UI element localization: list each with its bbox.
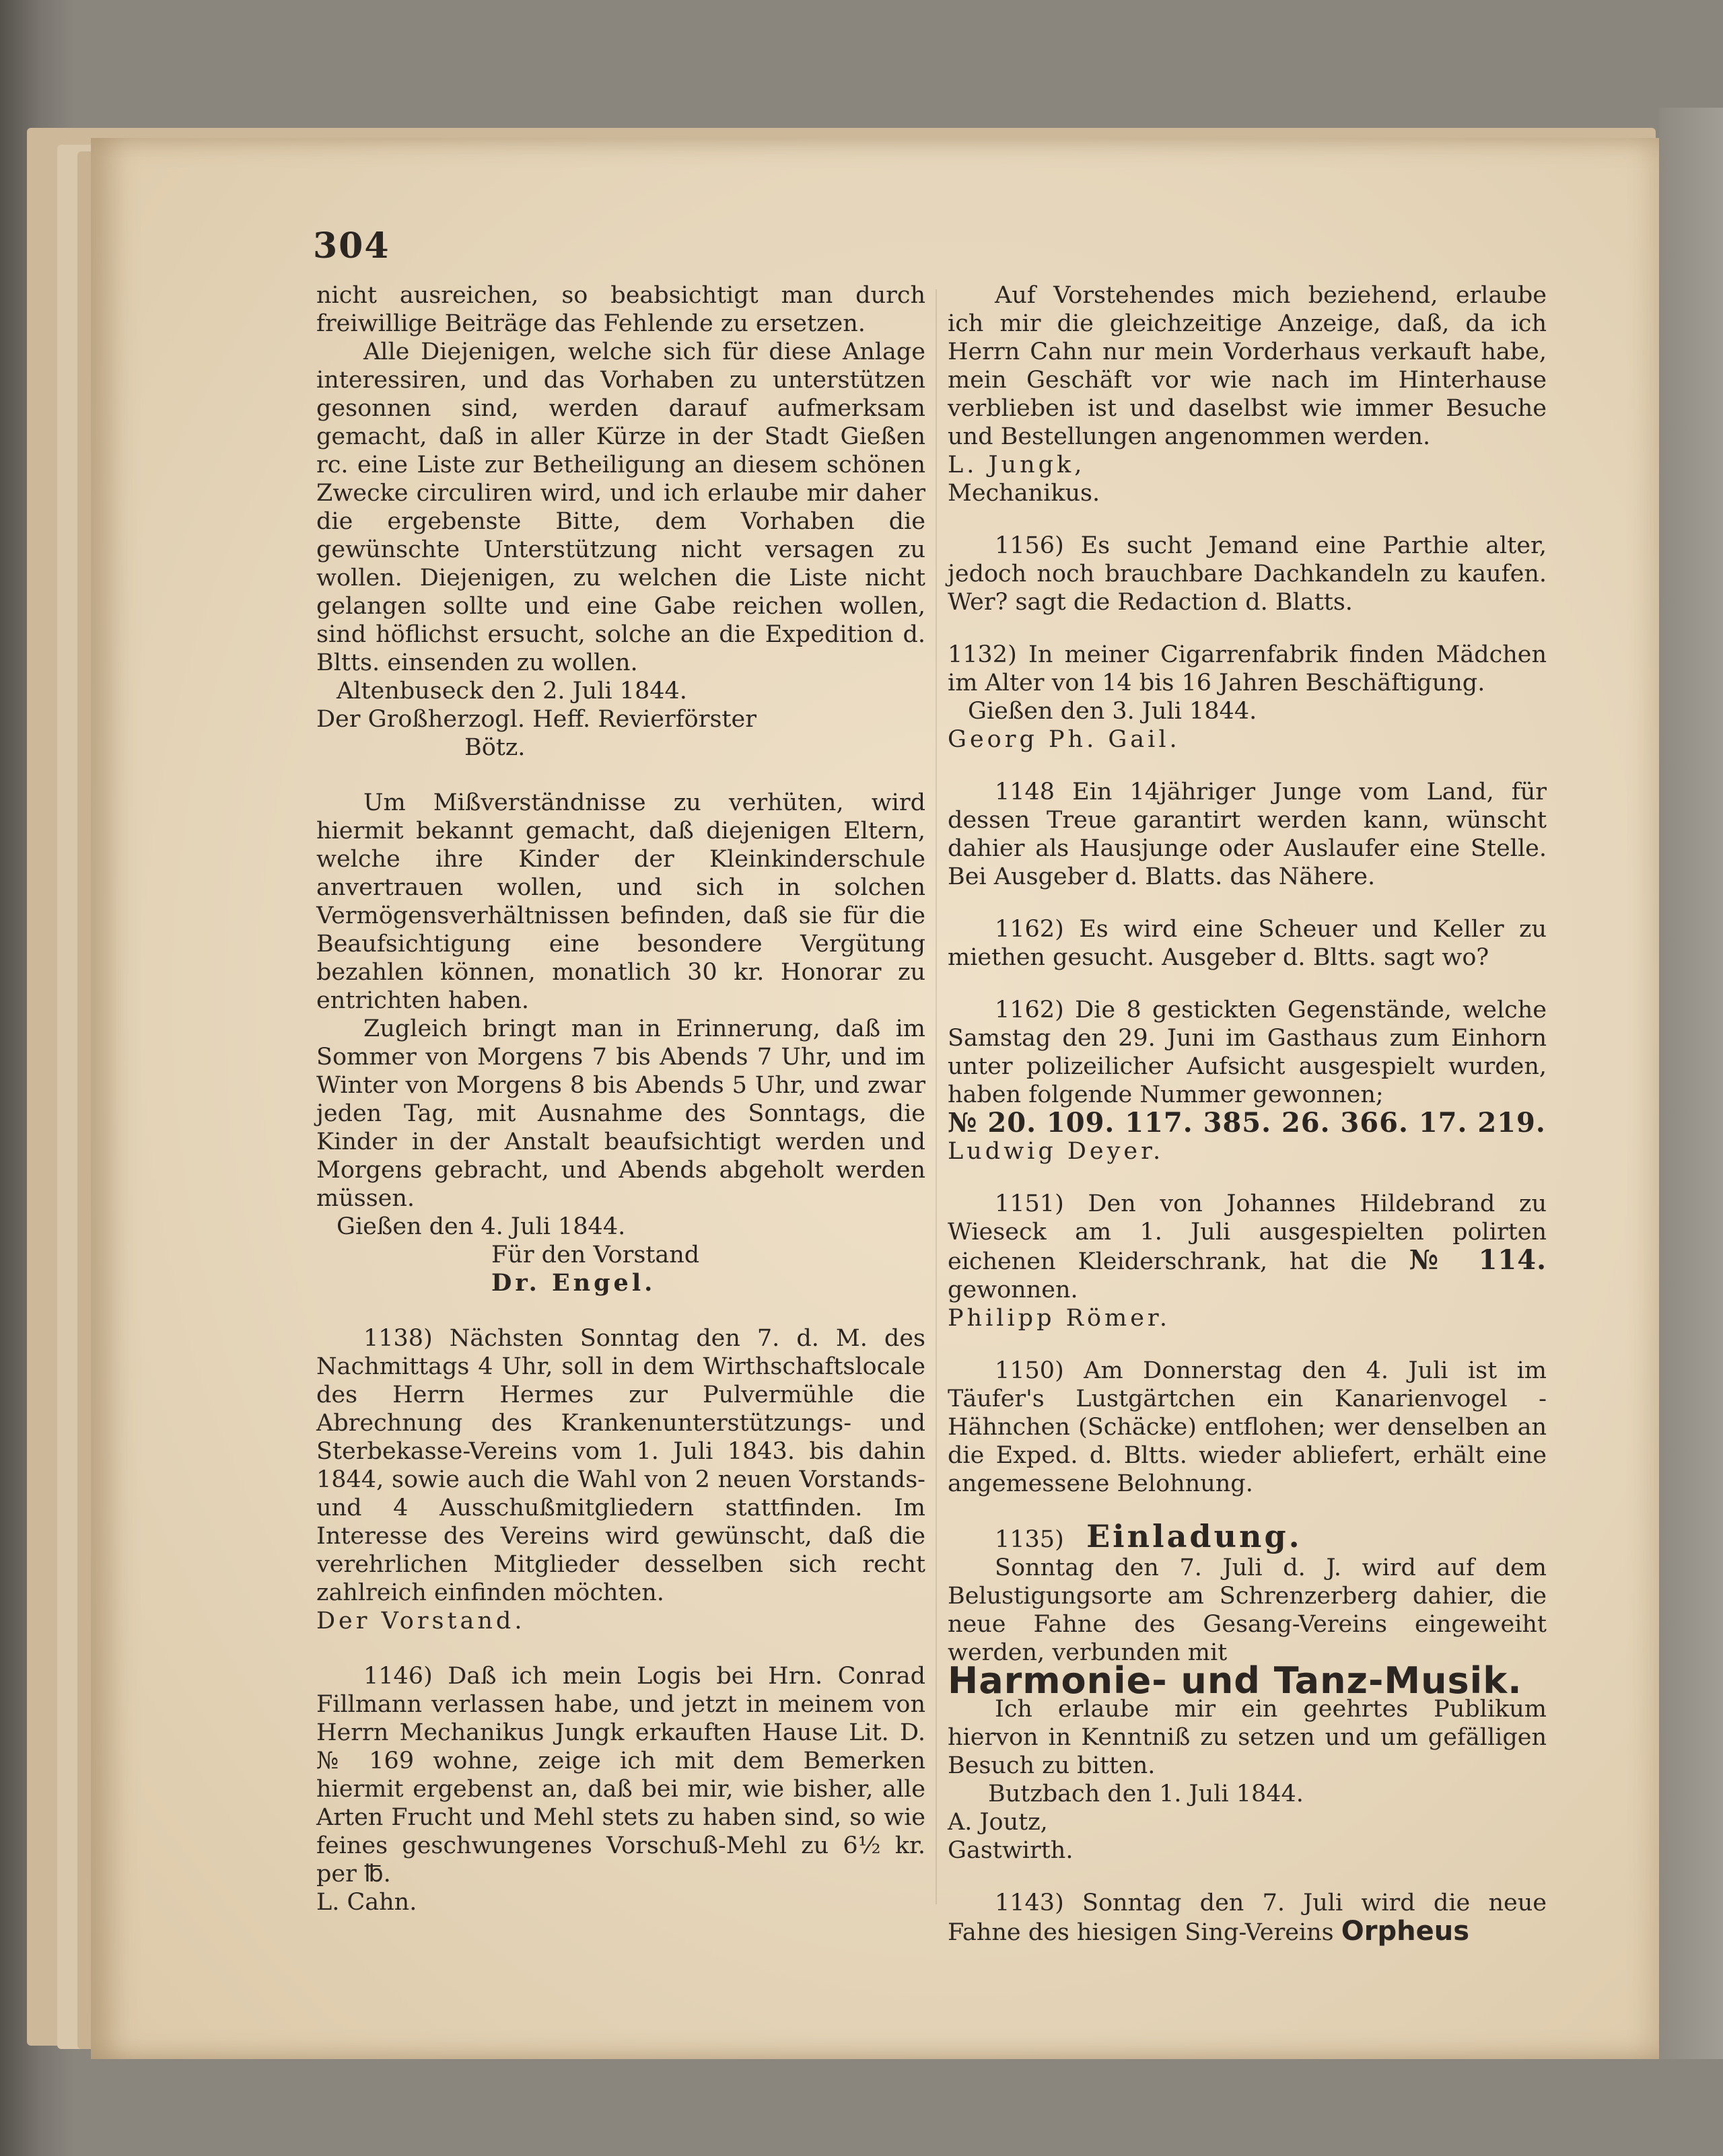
announcement-text: Zugleich bringt man in Erinnerung, daß im Sommer von Morgens 7 bis Abends 7 Uhr, und im Winter von Morgens 8 bis Abends 5 Uhr, und zwar jeden Tag, mit Ausnahme des Sonntags, die Kinder in der Anstalt beaufsichtigt werden und Morgens gebracht, und Abends abgeholt werden müssen. <box>316 1015 925 1212</box>
announcement-text: Ich erlaube mir ein geehrtes Publikum hiervon in Kenntniß zu setzen und um gefälligen Besuch zu bitten. <box>948 1696 1547 1779</box>
left-column <box>316 281 925 1941</box>
announcement-text: 1138) Nächsten Sonntag den 7. d. M. des Nachmittags 4 Uhr, soll in dem Wirthschaftslocale des Herrn Hermes zur Pulvermühle die Abrechnung des Krankenunterstützungs- und Sterbekasse-Vereins vom 1. Juli 1843. bis dahin 1844, sowie auch die Wahl von 2 neuen Vorstands- und 4 Ausschußmitgliedern stattfinden. Im Interesse des Vereins wird gewünscht, daß die verehrlichen Mitglieder desselben sich recht zahlreich einfinden möchten. <box>316 1325 925 1606</box>
announcement-text: 1162) Die 8 gestickten Gegenstände, welche Samstag den 29. Juni im Gasthaus zum Einhorn unter polizeilicher Aufsicht ausgespielt wurden, haben folgende Nummer gewonnen; <box>948 997 1547 1108</box>
announcement-signature: Der Großherzogl. Heff. Revierförster <box>316 706 757 733</box>
announcement-text: Alle Diejenigen, welche sich für diese Anlage interessiren, und das Vorhaben zu unterstützen gesonnen sind, werden darauf aufmerksam gemacht, daß in aller Kürze in der Stadt Gießen rc. eine Liste zur Betheiligung an diesem schönen Zwecke circuliren wird, und ich erlaube mir daher die ergebenste Bitte, dem Vorhaben die gewünschte Unterstützung nicht versagen zu wollen. Diejenigen, zu welchen die Liste nicht gelangen sollte und eine Gabe reichen wollen, sind höflichst ersucht, solche an die Expedition d. Bltts. einsenden zu wollen. <box>316 338 925 676</box>
announcement-signature: Bötz. <box>464 734 526 761</box>
announcement-signature: A. Joutz, <box>948 1809 1048 1836</box>
announcement-text: 1146) Daß ich mein Logis bei Hrn. Conrad Fillmann verlassen habe, und jetzt in meinem von Herrn Mechanikus Jungk erkauften Hause Lit. D. № 169 wohne, zeige ich mit dem Bemerken hiermit ergebenst an, daß bei mir, wie bisher, alle Arten Frucht und Mehl stets zu haben sind, so wie feines geschwungenes Vorschuß-Mehl zu 6½ kr. per ℔. <box>316 1663 925 1888</box>
announcement-1162-keller <box>948 915 1547 972</box>
announcement-text <box>948 1889 1547 1947</box>
winning-number: № 114. <box>1409 1244 1547 1276</box>
page-number: 304 <box>313 225 390 266</box>
announcement-number: 1135) <box>995 1526 1064 1553</box>
announcement-text: Um Mißverständnisse zu verhüten, wird hiermit bekannt gemacht, daß diejenigen Eltern, welche ihre Kinder der Kleinkinderschule anvertrauen wollen, und sich in solchen Vermögensverhältnissen befinden, daß sie für die Beaufsichtigung eine besondere Vergütung bezahlen können, monatlich 30 kr. Honorar zu entrichten haben. <box>316 789 925 1014</box>
announcement-1146 <box>316 1662 925 1916</box>
announcement-signature: Gastwirth. <box>948 1837 1074 1864</box>
announcement-signature: L. Cahn. <box>316 1889 417 1916</box>
winning-numbers: № 20. 109. 117. 385. 26. 366. 17. 219. <box>948 1107 1546 1139</box>
announcement-text: 1162) Es wird eine Scheuer und Keller zu miethen gesucht. Ausgeber d. Bltts. sagt wo? <box>948 916 1547 971</box>
announcement-date: Butzbach den 1. Juli 1844. <box>988 1781 1304 1807</box>
announcement-heading <box>948 1518 1547 1554</box>
announcement-1151 <box>948 1190 1547 1332</box>
announcement-text: 1132) In meiner Cigarrenfabrik finden Mädchen im Alter von 14 bis 16 Jahren Beschäftigung. <box>948 641 1547 696</box>
announcement-text-part: 1151) Den von Johannes Hildebrand zu Wieseck am 1. Juli ausgespielten polirten eichenen Kleiderschrank, hat die <box>948 1190 1547 1275</box>
announcement-signature: Mechanikus. <box>948 480 1100 507</box>
announcement-text: nicht ausreichen, so beabsichtigt man durch freiwillige Beiträge das Fehlende zu ersetzen. <box>316 282 925 337</box>
announcement-text-part: gewonnen. <box>948 1277 1078 1303</box>
announcement-1162-lottery <box>948 996 1547 1165</box>
announcement-1148 <box>948 778 1547 891</box>
announcement-date: Gießen den 3. Juli 1844. <box>968 698 1257 725</box>
announcement-signature: L. Jungk, <box>948 452 1086 478</box>
announcement-text-part: 1143) Sonntag den 7. Juli wird die neue Fahne des hiesigen Sing-Vereins <box>948 1890 1547 1946</box>
announcement-jungk <box>948 281 1547 507</box>
announcement-signature: Für den Vorstand <box>491 1242 700 1268</box>
announcement-1156 <box>948 532 1547 616</box>
announcement-date: Altenbuseck den 2. Juli 1844. <box>337 678 687 705</box>
announcement-signature: Georg Ph. Gail. <box>948 726 1181 753</box>
announcement-signature: Ludwig Deyer. <box>948 1138 1164 1165</box>
announcement-text: Auf Vorstehendes mich beziehend, erlaube ich mir die gleichzeitige Anzeige, daß, da ich Herrn Cahn nur mein Vorderhaus verkauft habe, mein Geschäft vor wie nach im Hinterhause verblieben ist und daselbst wie immer Besuche und Bestellungen angenommen werden. <box>948 282 1547 450</box>
announcement-kleinkinderschule <box>316 789 925 1297</box>
right-column <box>948 281 1547 1971</box>
announcement-1135 <box>948 1518 1547 1865</box>
announcement-altenbuseck <box>316 281 925 762</box>
announcement-text: 1156) Es sucht Jemand eine Parthie alter, jedoch noch brauchbare Dachkandeln zu kaufen. Wer? sagt die Redaction d. Blatts. <box>948 532 1547 616</box>
announcement-1143 <box>948 1889 1547 1947</box>
next-page-edge <box>1659 108 1723 2059</box>
column-divider <box>936 289 937 1904</box>
announcement-signature: Der Vorstand. <box>316 1608 526 1634</box>
announcement-text: 1150) Am Donnerstag den 4. Juli ist im Täufer's Lustgärtchen ein Kanarienvogel - Hähnchen (Schäcke) entflohen; wer denselben an die Exped. d. Bltts. wieder abliefert, erhält eine angemessene Belohnung. <box>948 1357 1547 1497</box>
announcement-date: Gießen den 4. Juli 1844. <box>337 1213 626 1240</box>
announcement-text: Sonntag den 7. Juli d. J. wird auf dem Belustigungsorte am Schrenzerberg dahier, die neue Fahne des Gesang-Vereins eingeweiht werden, verbunden mit <box>948 1554 1547 1666</box>
announcement-1150 <box>948 1357 1547 1498</box>
announcement-text <box>948 1190 1547 1304</box>
announcement-text: 1148 Ein 14jähriger Junge vom Land, für dessen Treue garantirt werden kann, wünscht dahier als Hausjunge oder Auslaufer eine Stelle. Bei Ausgeber d. Blatts. das Nähere. <box>948 779 1547 890</box>
announcement-signature: Philipp Römer. <box>948 1305 1170 1332</box>
announcement-signature: Dr. Engel. <box>491 1269 656 1297</box>
announcement-1138 <box>316 1324 925 1635</box>
announcement-1132 <box>948 641 1547 754</box>
announcement-title: Einladung. <box>1086 1518 1302 1554</box>
society-name: Orpheus <box>1341 1916 1470 1947</box>
music-banner: Harmonie- und Tanz-Musik. <box>948 1659 1522 1702</box>
